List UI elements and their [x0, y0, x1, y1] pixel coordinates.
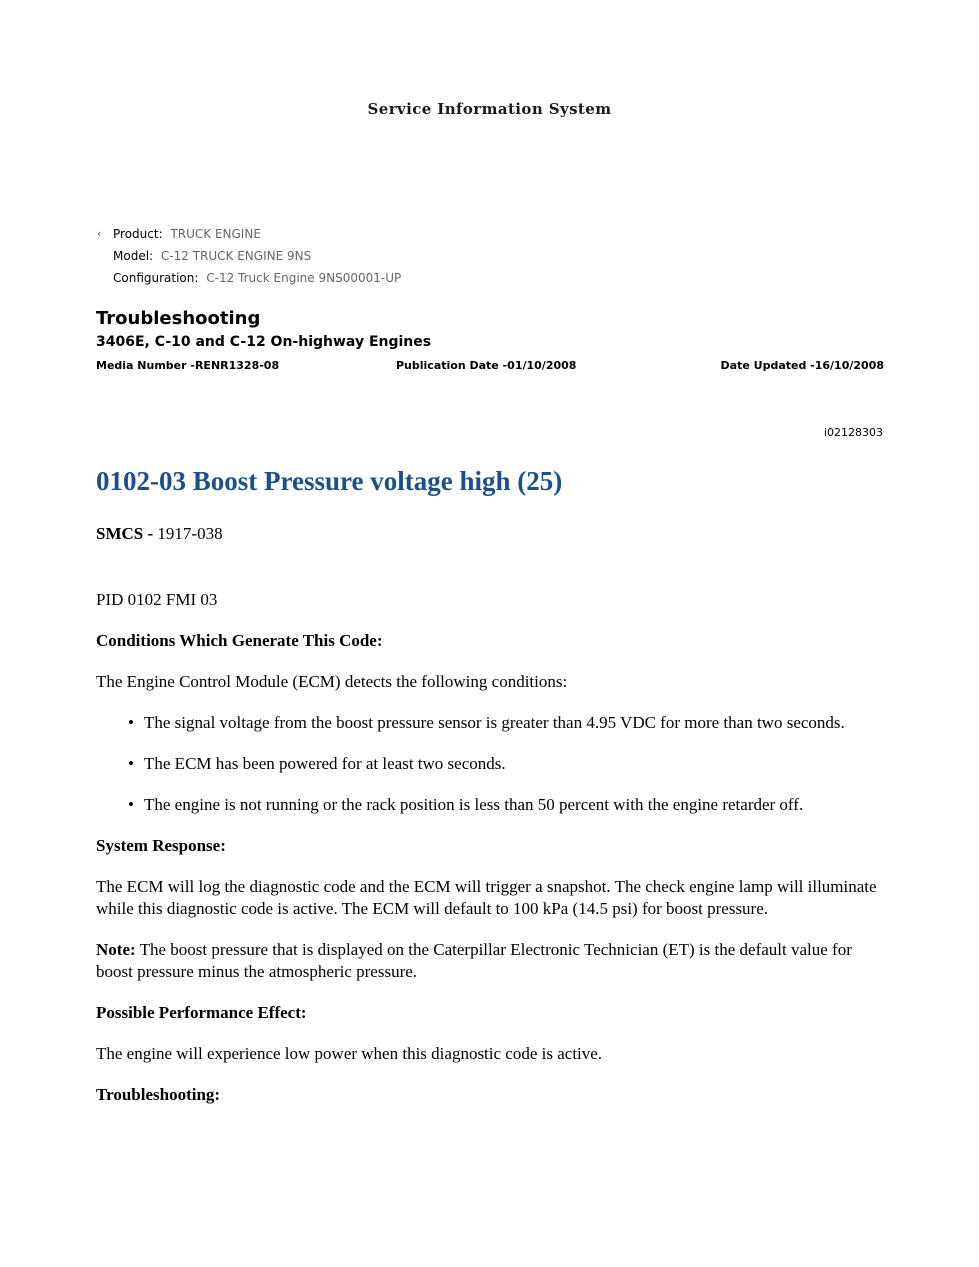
bullet-icon: • — [128, 713, 134, 732]
configuration-row — [97, 267, 401, 289]
smcs-value: 1917-038 — [157, 524, 223, 543]
condition-text: The ECM has been powered for at least two seconds. — [144, 754, 506, 773]
note-text: The boost pressure that is displayed on the Caterpillar Electronic Technician (ET) is the default value for boost pressure minus the atmospheric pressure. — [96, 940, 852, 981]
list-item — [128, 712, 886, 734]
conditions-list — [96, 712, 886, 816]
conditions-heading: Conditions Which Generate This Code: — [96, 631, 383, 650]
troubleshooting-heading: Troubleshooting: — [96, 1085, 221, 1104]
document-title: Troubleshooting — [96, 308, 261, 329]
chevron-left-icon[interactable]: ‹ — [97, 227, 102, 240]
note-label: Note: — [96, 940, 136, 959]
conditions-intro: The Engine Control Module (ECM) detects the following conditions: — [96, 672, 568, 691]
performance-heading: Possible Performance Effect: — [96, 1003, 307, 1022]
publication-date: Publication Date -01/10/2008 — [396, 359, 577, 372]
system-response-heading: System Response: — [96, 836, 226, 855]
note-paragraph — [96, 939, 886, 983]
article-body — [96, 523, 886, 1125]
system-title: Service Information System — [367, 100, 612, 118]
smcs-label: SMCS - — [96, 524, 154, 543]
date-updated: Date Updated -16/10/2008 — [720, 359, 884, 372]
list-item — [128, 794, 886, 816]
list-item — [128, 753, 886, 775]
product-row — [97, 223, 401, 245]
configuration-value: C-12 Truck Engine 9NS00001-UP — [206, 271, 402, 285]
bullet-icon: • — [128, 795, 134, 814]
bullet-icon: • — [128, 754, 134, 773]
model-row — [97, 245, 401, 267]
smcs-line — [96, 523, 886, 545]
product-info — [97, 223, 401, 289]
document-id: i02128303 — [823, 426, 883, 439]
condition-text: The engine is not running or the rack position is less than 50 percent with the engine retarder off. — [144, 795, 804, 814]
model-value: C-12 TRUCK ENGINE 9NS — [160, 249, 312, 263]
condition-text: The signal voltage from the boost pressure sensor is greater than 4.95 VDC for more than two seconds. — [144, 713, 845, 732]
product-label: Product: — [113, 227, 163, 241]
model-label: Model: — [113, 249, 154, 263]
performance-text: The engine will experience low power when this diagnostic code is active. — [96, 1044, 603, 1063]
pid-line: PID 0102 FMI 03 — [96, 590, 218, 609]
article-heading: 0102-03 Boost Pressure voltage high (25) — [96, 466, 563, 496]
product-value: TRUCK ENGINE — [170, 227, 261, 241]
media-number: Media Number -RENR1328-08 — [96, 359, 280, 372]
configuration-label: Configuration: — [113, 271, 199, 285]
document-subtitle: 3406E, C-10 and C-12 On-highway Engines — [96, 334, 432, 350]
system-response-text: The ECM will log the diagnostic code and the ECM will trigger a snapshot. The check engine lamp will illuminate while this diagnostic code is active. The ECM will default to 100 kPa (14.5 psi) for boost pressure. — [96, 877, 877, 918]
